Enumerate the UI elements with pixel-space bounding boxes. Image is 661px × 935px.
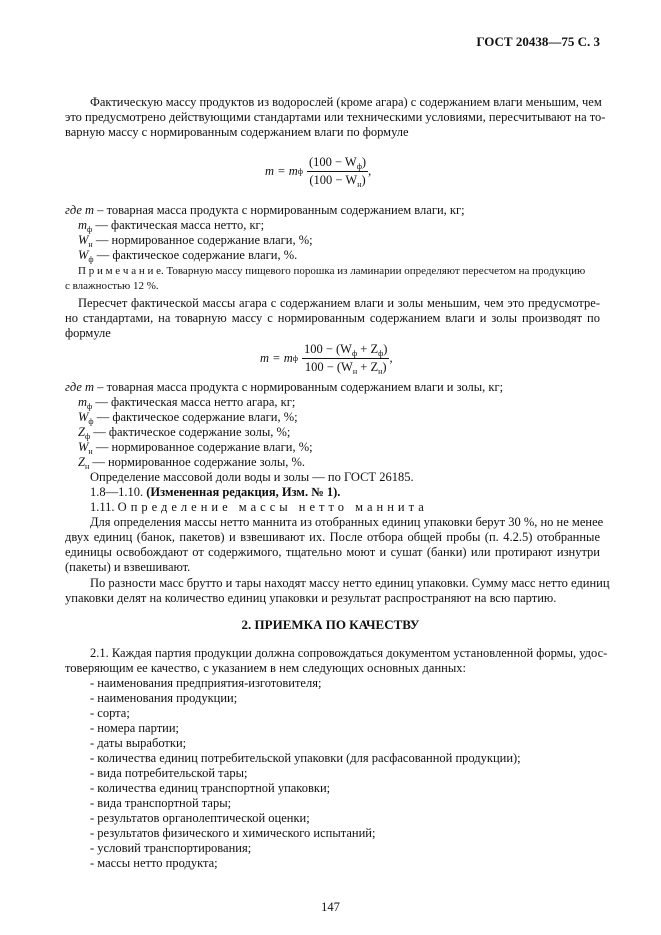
paragraph-line: Для определения массы нетто маннита из отобранных единиц упаковки берут 30 %, но не менее (90, 515, 604, 529)
list-item: - наименования предприятия-изготовителя; (90, 676, 322, 690)
list-item: - сорта; (90, 706, 130, 720)
formula-2: m = m ф $\frac{100 - (W_ф + Z_ф)}{100 - (W_н + Z_н)}$ , (260, 342, 393, 376)
definition-line: $W_ф$ — фактическое содержание влаги, %. (78, 248, 298, 264)
definition-line: $m_ф$ — фактическая масса нетто агара, кг; (78, 395, 296, 411)
page-header: ГОСТ 20438—75 С. 3 (476, 34, 600, 49)
formula-lhs: m = m (265, 164, 298, 178)
list-item: - вида транспортной тары; (90, 796, 232, 810)
paragraph-line: Фактическую массу продуктов из водорослей (кроме агара) с содержанием влаги меньшим, чем (90, 95, 602, 109)
paragraph-line: Пересчет фактической массы агара с содержанием влаги и золы меньшим, чем это предусмотре- (78, 296, 600, 310)
definition-line: $W_н$ — нормированное содержание влаги, %; (78, 233, 313, 249)
denominator: $(100 - W_н)$ (309, 173, 366, 189)
definition-line: где m – товарная масса продукта с нормированным содержанием влаги и золы, кг; (65, 380, 504, 394)
formula-tail: , (389, 351, 393, 365)
definition-line: $W_ф$ — фактическое содержание влаги, %; (78, 410, 298, 426)
paragraph-line: 2.1. Каждая партия продукции должна сопровождаться документом установленной формы, удос- (90, 646, 608, 660)
list-item: - количества единиц потребительской упаковки (для расфасованной продукции); (90, 751, 521, 765)
paragraph-line: формуле (65, 326, 111, 340)
paragraph-line: упаковки делят на количество единиц упаковки и результат распространяют на всю партию. (65, 591, 557, 605)
note-line: с влажностью 12 %. (65, 280, 159, 292)
definition-line: $m_ф$ — фактическая масса нетто, кг; (78, 218, 265, 234)
list-item: - условий транспортирования; (90, 841, 252, 855)
list-item: - результатов органолептической оценки; (90, 811, 310, 825)
fraction (302, 342, 393, 376)
page-number: 147 (321, 900, 340, 914)
amendment-line: 1.8—1.10. (Измененная редакция, Изм. № 1). (90, 485, 341, 499)
subsection-title: 1.11. Определение массы нетто маннита (90, 500, 428, 514)
paragraph-line: товеряющим ее качество, с указанием в нем следующих основных данных: (65, 661, 466, 675)
list-item: - наименования продукции; (90, 691, 238, 705)
list-item: - вида потребительской тары; (90, 766, 248, 780)
paragraph-line: варную массу с нормированным содержанием влаги по формуле (65, 125, 409, 139)
list-item: - даты выработки; (90, 736, 187, 750)
formula-tail: , (368, 164, 372, 178)
paragraph-line: единицы освобождают от содержимого, тщательно моют и сушат (банки) или протирают изнутри (65, 545, 600, 559)
list-item: - номера партии; (90, 721, 180, 735)
reference-line: Определение массовой доли воды и золы — по ГОСТ 26185. (90, 470, 414, 484)
list-item: - результатов физического и химического испытаний; (90, 826, 376, 840)
paragraph-line: По разности масс брутто и тары находят массу нетто единиц упаковки. Сумму масс нетто единиц (90, 576, 610, 590)
section-heading: 2. ПРИЕМКА ПО КАЧЕСТВУ (241, 617, 420, 632)
definition-line: $Z_ф$ — фактическое содержание золы, %; (78, 425, 291, 441)
paragraph-line: (пакеты) и взвешивают. (65, 560, 191, 574)
formula-1: m = m ф $\frac{(100 - W_ф)}{(100 - W_н)}$ , (265, 155, 372, 189)
list-item: - количества единиц транспортной упаковки; (90, 781, 331, 795)
definition-line: $Z_н$ — нормированное содержание золы, %. (78, 455, 306, 471)
definition-line: где m – товарная масса продукта с нормированным содержанием влаги, кг; (65, 203, 465, 217)
definition-line: $W_н$ — нормированное содержание влаги, %; (78, 440, 313, 456)
paragraph-line: это предусмотрено действующими стандартами или техническими условиями, пересчитывают на то- (65, 110, 606, 124)
paragraph-line: но стандартами, на товарную массу с нормированным содержанием влаги и золы производят по (65, 311, 600, 325)
fraction (307, 155, 368, 188)
formula-lhs: m = m (260, 351, 293, 365)
numerator: $(100 - W_ф)$ (308, 155, 367, 171)
list-item: - массы нетто продукта; (90, 856, 218, 870)
denominator: $100 - (W_н + Z_н)$ (304, 360, 387, 376)
numerator: $100 - (W_ф + Z_ф)$ (303, 342, 388, 358)
note-line: П р и м е ч а н и е. Товарную массу пищевого порошка из ламинарии определяют пересчетом на продукцию (78, 265, 586, 277)
paragraph-line: двух единиц (банок, пакетов) и взвешивают их. После отбора общей пробы (п. 4.2.5) отобранные (65, 530, 600, 544)
